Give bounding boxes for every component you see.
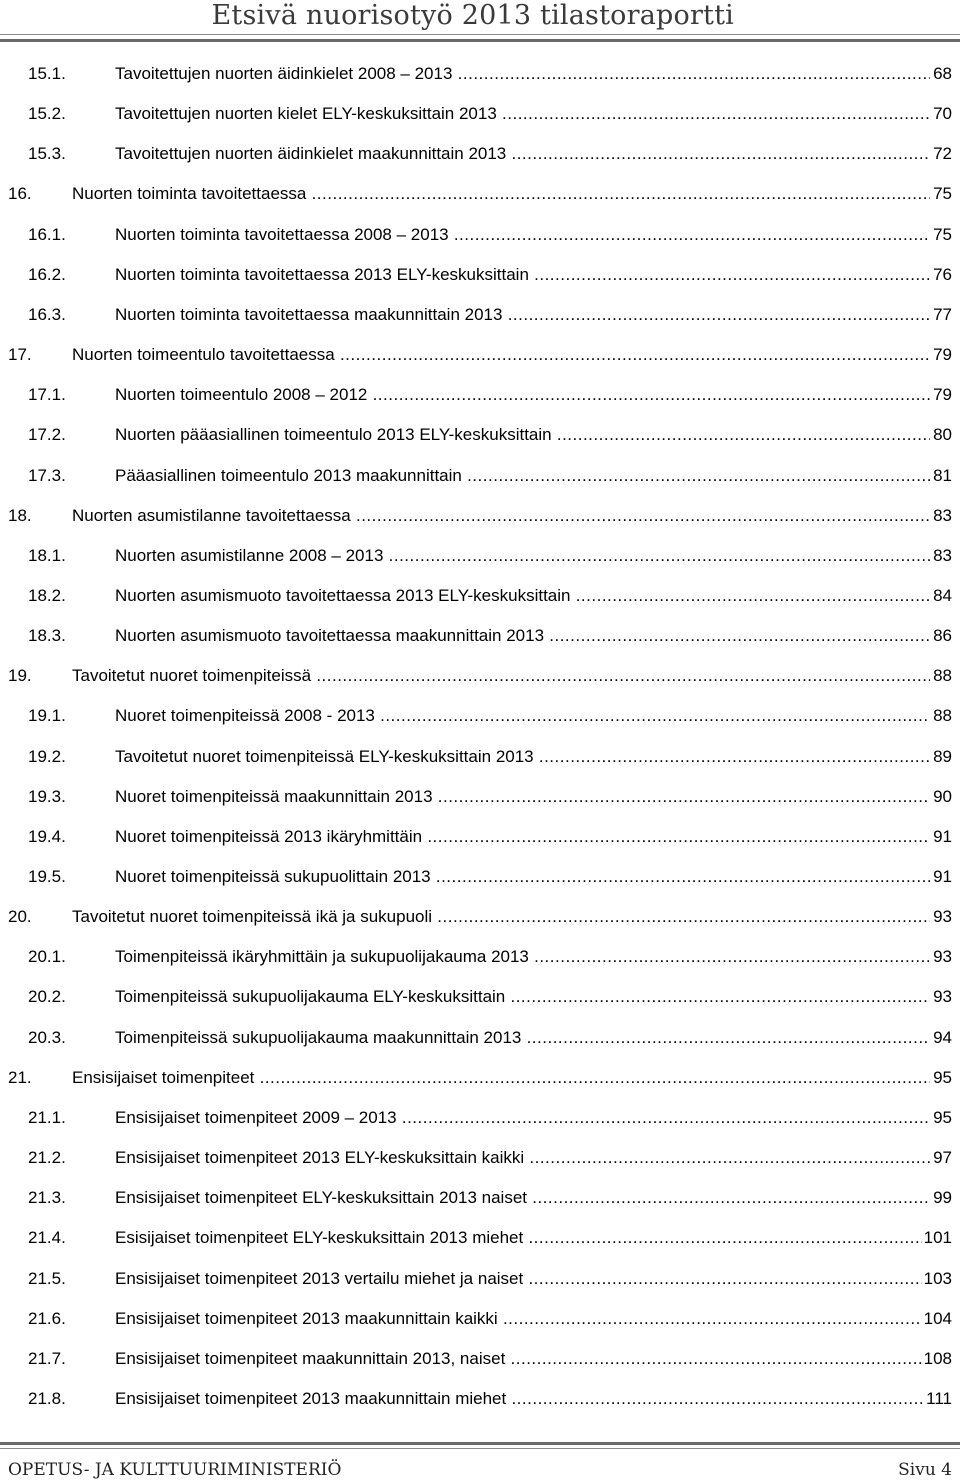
toc-entry[interactable] — [0, 704, 960, 728]
toc-entry[interactable] — [0, 1186, 960, 1210]
toc-entry[interactable] — [0, 182, 960, 206]
toc-entry-page: 70 — [931, 102, 952, 126]
toc-entry-page: 88 — [931, 704, 952, 728]
toc-entry[interactable] — [0, 1307, 960, 1331]
toc-entry-title: Ensisijaiset toimenpiteet 2013 vertailu miehet ja naiset ..... — [115, 1267, 930, 1291]
toc-entry-number: 19.5. — [28, 867, 66, 886]
toc-entry-number: 19.3. — [28, 787, 66, 806]
toc-entry[interactable] — [0, 1347, 960, 1371]
toc-entry-title: Nuoret toimenpiteissä maakunnittain 2013 ..... — [115, 785, 930, 809]
toc-entry-title: Ensisijaiset toimenpiteet 2013 maakunnittain kaikki ..... — [115, 1307, 930, 1331]
toc-entry-number: 20.2. — [28, 987, 66, 1006]
toc-entry-title: Nuoret toimenpiteissä 2008 - 2013 ..... — [115, 704, 930, 728]
toc-entry[interactable] — [0, 985, 960, 1009]
toc-entry-page: 91 — [931, 825, 952, 849]
toc-entry-page: 79 — [931, 343, 952, 367]
toc-entry-page: 86 — [931, 624, 952, 648]
footer-page-number: Sivu 4 — [898, 1460, 952, 1480]
toc-entry-page: 111 — [924, 1387, 952, 1411]
toc-entry[interactable] — [0, 1267, 960, 1291]
toc-entry-page: 91 — [931, 865, 952, 889]
toc-entry-page: 80 — [931, 423, 952, 447]
toc-entry-page: 93 — [931, 985, 952, 1009]
toc-entry-page: 103 — [922, 1267, 952, 1291]
toc-entry-title: Toimenpiteissä sukupuolijakauma ELY-keskuksittain ..... — [115, 985, 930, 1009]
toc-entry-page: 72 — [931, 142, 952, 166]
toc-entry-number: 18.1. — [28, 546, 66, 565]
toc-entry-page: 83 — [931, 504, 952, 528]
toc-entry-page: 90 — [931, 785, 952, 809]
toc-entry-title: Nuorten toiminta tavoitettaessa 2008 – 2013 ..... — [115, 223, 930, 247]
toc-entry-title: Nuorten toimeentulo 2008 – 2012 ..... — [115, 383, 930, 407]
toc-entry-number: 21.4. — [28, 1228, 66, 1247]
header-rule-thick — [0, 39, 960, 42]
header-rule-thin — [0, 34, 960, 35]
toc-entry-title: Tavoitetut nuoret toimenpiteissä ikä ja sukupuoli ..... — [72, 905, 930, 929]
toc-entry-number: 20. — [8, 907, 32, 926]
toc-entry-number: 21.7. — [28, 1349, 66, 1368]
page-footer — [0, 1440, 960, 1484]
toc-entry-page: 108 — [922, 1347, 952, 1371]
toc-entry-title: Nuorten toiminta tavoitettaessa ..... — [72, 182, 930, 206]
toc-entry-title: Tavoitetut nuoret toimenpiteissä ..... — [72, 664, 930, 688]
toc-entry-page: 68 — [931, 62, 952, 86]
toc-entry-number: 21. — [8, 1068, 32, 1087]
toc-entry[interactable] — [0, 303, 960, 327]
toc-entry-number: 15.1. — [28, 64, 66, 83]
toc-entry[interactable] — [0, 865, 960, 889]
toc-entry[interactable] — [0, 383, 960, 407]
toc-entry-title: Ensisijaiset toimenpiteet 2013 ELY-keskuksittain kaikki ..... — [115, 1146, 930, 1170]
toc-entry[interactable] — [0, 343, 960, 367]
toc-entry-title: Toimenpiteissä sukupuolijakauma maakunnittain 2013 ..... — [115, 1026, 930, 1050]
toc-entry-page: 77 — [931, 303, 952, 327]
toc-entry-number: 21.3. — [28, 1188, 66, 1207]
toc-entry-number: 18.2. — [28, 586, 66, 605]
toc-entry-number: 21.8. — [28, 1389, 66, 1408]
toc-entry-number: 17.3. — [28, 466, 66, 485]
toc-entry[interactable] — [0, 1026, 960, 1050]
footer-rule-thick — [0, 1442, 960, 1445]
toc-entry[interactable] — [0, 1066, 960, 1090]
toc-entry-title: Nuorten asumistilanne 2008 – 2013 ..... — [115, 544, 930, 568]
toc-entry-number: 16. — [8, 184, 32, 203]
toc-entry-number: 19.2. — [28, 747, 66, 766]
toc-entry-page: 97 — [931, 1146, 952, 1170]
toc-entry-title: Nuorten toimeentulo tavoitettaessa ..... — [72, 343, 930, 367]
toc-entry-number: 16.3. — [28, 305, 66, 324]
toc-entry[interactable] — [0, 1146, 960, 1170]
toc-entry-number: 16.2. — [28, 265, 66, 284]
toc-entry-title: Ensisijaiset toimenpiteet maakunnittain 2013, naiset ..... — [115, 1347, 930, 1371]
toc-entry-page: 84 — [931, 584, 952, 608]
toc-entry[interactable] — [0, 1387, 960, 1411]
toc-entry[interactable] — [0, 62, 960, 86]
toc-entry[interactable] — [0, 624, 960, 648]
toc-entry[interactable] — [0, 102, 960, 126]
footer-rule-thin — [0, 1448, 960, 1449]
toc-entry[interactable] — [0, 1106, 960, 1130]
toc-entry-title: Tavoitettujen nuorten äidinkielet maakunnittain 2013 ..... — [115, 142, 930, 166]
toc-entry-number: 17. — [8, 345, 32, 364]
toc-entry-number: 20.3. — [28, 1028, 66, 1047]
report-title: Etsivä nuorisotyö 2013 tilastoraportti — [211, 0, 734, 31]
toc-entry-title: Nuorten toiminta tavoitettaessa 2013 ELY-keskuksittain ..... — [115, 263, 930, 287]
toc-entry-number: 21.2. — [28, 1148, 66, 1167]
toc-entry[interactable] — [0, 664, 960, 688]
toc-entry-page: 95 — [931, 1066, 952, 1090]
toc-entry-page: 83 — [931, 544, 952, 568]
toc-entry[interactable] — [0, 142, 960, 166]
toc-entry-page: 88 — [931, 664, 952, 688]
toc-entry-title: Ensisijaiset toimenpiteet ..... — [72, 1066, 930, 1090]
toc-entry[interactable] — [0, 945, 960, 969]
toc-entry[interactable] — [0, 464, 960, 488]
toc-entry-title: Toimenpiteissä ikäryhmittäin ja sukupuolijakauma 2013 ..... — [115, 945, 930, 969]
toc-entry-title: Nuorten asumistilanne tavoitettaessa ..... — [72, 504, 930, 528]
toc-entry-title: Nuorten asumismuoto tavoitettaessa 2013 ELY-keskuksittain ..... — [115, 584, 930, 608]
toc-entry-title: Tavoitettujen nuorten äidinkielet 2008 – 2013 ..... — [115, 62, 930, 86]
toc-entry-title: Nuorten toiminta tavoitettaessa maakunnittain 2013 ..... — [115, 303, 930, 327]
toc-entry-title: Ensisijaiset toimenpiteet 2013 maakunnittain miehet ..... — [115, 1387, 930, 1411]
toc-entry-title: Nuoret toimenpiteissä 2013 ikäryhmittäin ..... — [115, 825, 930, 849]
toc-entry[interactable] — [0, 905, 960, 929]
toc-entry-number: 20.1. — [28, 947, 66, 966]
toc-entry-number: 19.4. — [28, 827, 66, 846]
toc-entry-page: 101 — [922, 1226, 952, 1250]
toc-entry-title: Ensisijaiset toimenpiteet ELY-keskuksittain 2013 naiset ..... — [115, 1186, 930, 1210]
toc-entry-page: 76 — [931, 263, 952, 287]
toc-entry-page: 93 — [931, 905, 952, 929]
toc-entry[interactable] — [0, 504, 960, 528]
footer-organization: OPETUS- JA KULTTUURIMINISTERIÖ — [8, 1460, 342, 1480]
toc-entry-title: Ensisijaiset toimenpiteet 2009 – 2013 ..... — [115, 1106, 930, 1130]
toc-entry-number: 19.1. — [28, 706, 66, 725]
toc-entry[interactable] — [0, 1226, 960, 1250]
toc-entry[interactable] — [0, 825, 960, 849]
toc-entry-title: Tavoitetut nuoret toimenpiteissä ELY-keskuksittain 2013 ..... — [115, 745, 930, 769]
toc-entry-page: 79 — [931, 383, 952, 407]
toc-entry-title: Pääasiallinen toimeentulo 2013 maakunnittain ..... — [115, 464, 930, 488]
toc-entry-number: 21.5. — [28, 1269, 66, 1288]
toc-entry[interactable] — [0, 745, 960, 769]
toc-entry[interactable] — [0, 423, 960, 447]
toc-entry-page: 89 — [931, 745, 952, 769]
toc-entry-number: 18.3. — [28, 626, 66, 645]
toc-entry-number: 15.3. — [28, 144, 66, 163]
toc-entry-page: 95 — [931, 1106, 952, 1130]
toc-entry-number: 21.6. — [28, 1309, 66, 1328]
toc-entry-title: Nuorten pääasiallinen toimeentulo 2013 ELY-keskuksittain ..... — [115, 423, 930, 447]
toc-entry-title: Nuoret toimenpiteissä sukupuolittain 2013 ..... — [115, 865, 930, 889]
toc-entry-page: 75 — [931, 223, 952, 247]
toc-entry-page: 104 — [922, 1307, 952, 1331]
toc-entry[interactable] — [0, 785, 960, 809]
toc-entry-page: 75 — [931, 182, 952, 206]
toc-entry-number: 21.1. — [28, 1108, 66, 1127]
toc-entry-number: 18. — [8, 506, 32, 525]
toc-entry-number: 17.2. — [28, 425, 66, 444]
toc-entry-number: 19. — [8, 666, 32, 685]
toc-entry[interactable] — [0, 544, 960, 568]
toc-entry-title: Esisijaiset toimenpiteet ELY-keskuksittain 2013 miehet ..... — [115, 1226, 930, 1250]
toc-entry-number: 15.2. — [28, 104, 66, 123]
toc-entry-page: 93 — [931, 945, 952, 969]
toc-entry[interactable] — [0, 584, 960, 608]
toc-entry-number: 17.1. — [28, 385, 66, 404]
toc-entry-title: Nuorten asumismuoto tavoitettaessa maakunnittain 2013 ..... — [115, 624, 930, 648]
toc-entry[interactable] — [0, 223, 960, 247]
page-header — [0, 0, 960, 44]
toc-entry-title: Tavoitettujen nuorten kielet ELY-keskuksittain 2013 ..... — [115, 102, 930, 126]
toc-entry-page: 81 — [931, 464, 952, 488]
toc-entry-page: 99 — [931, 1186, 952, 1210]
toc-entry-number: 16.1. — [28, 225, 66, 244]
toc-entry-page: 94 — [931, 1026, 952, 1050]
toc-entry[interactable] — [0, 263, 960, 287]
